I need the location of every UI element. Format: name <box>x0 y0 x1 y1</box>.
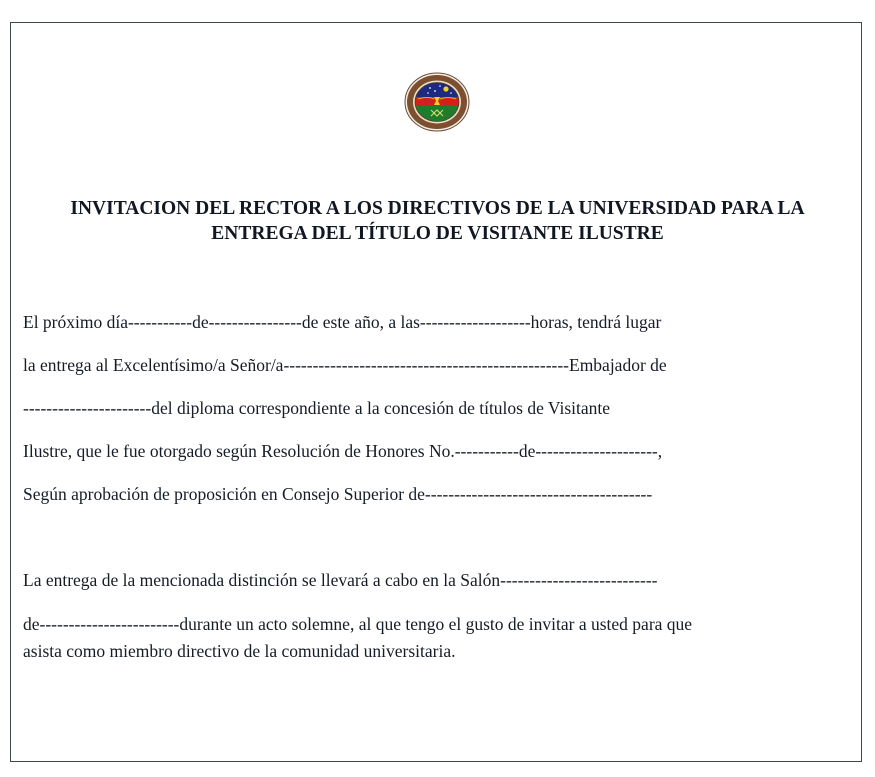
document-title <box>30 196 845 246</box>
title-line-1: INVITACION DEL RECTOR A LOS DIRECTIVOS DE LA UNIVERSIDAD PARA LA <box>70 198 805 219</box>
paragraph-2-line-2: de------------------------durante un acto solemne, al que tengo el gusto de invitar a usted para que <box>23 614 693 634</box>
title-line-2: ENTREGA DEL TÍTULO DE VISITANTE ILUSTRE <box>211 223 664 244</box>
paragraph-1-line-2: la entrega al Excelentísimo/a Señor/a-------------------------------------------------Embajador de <box>23 355 667 375</box>
university-seal-icon <box>404 72 470 132</box>
paragraph-2-line-1: La entrega de la mencionada distinción se llevará a cabo en la Salón--------------------------- <box>23 570 658 590</box>
paragraph-1-line-4: Ilustre, que le fue otorgado según Resolución de Honores No.-----------de---------------------, <box>23 441 663 461</box>
paragraph-2-line-3: asista como miembro directivo de la comunidad universitaria. <box>23 641 456 661</box>
paragraph-1-line-1: El próximo día-----------de----------------de este año, a las-------------------horas, tendrá lugar <box>23 312 662 332</box>
paragraph-1-line-5: Según aprobación de proposición en Consejo Superior de--------------------------------------- <box>23 484 653 504</box>
paragraph-1-line-3: ----------------------del diploma correspondiente a la concesión de títulos de Visitante <box>23 398 611 418</box>
